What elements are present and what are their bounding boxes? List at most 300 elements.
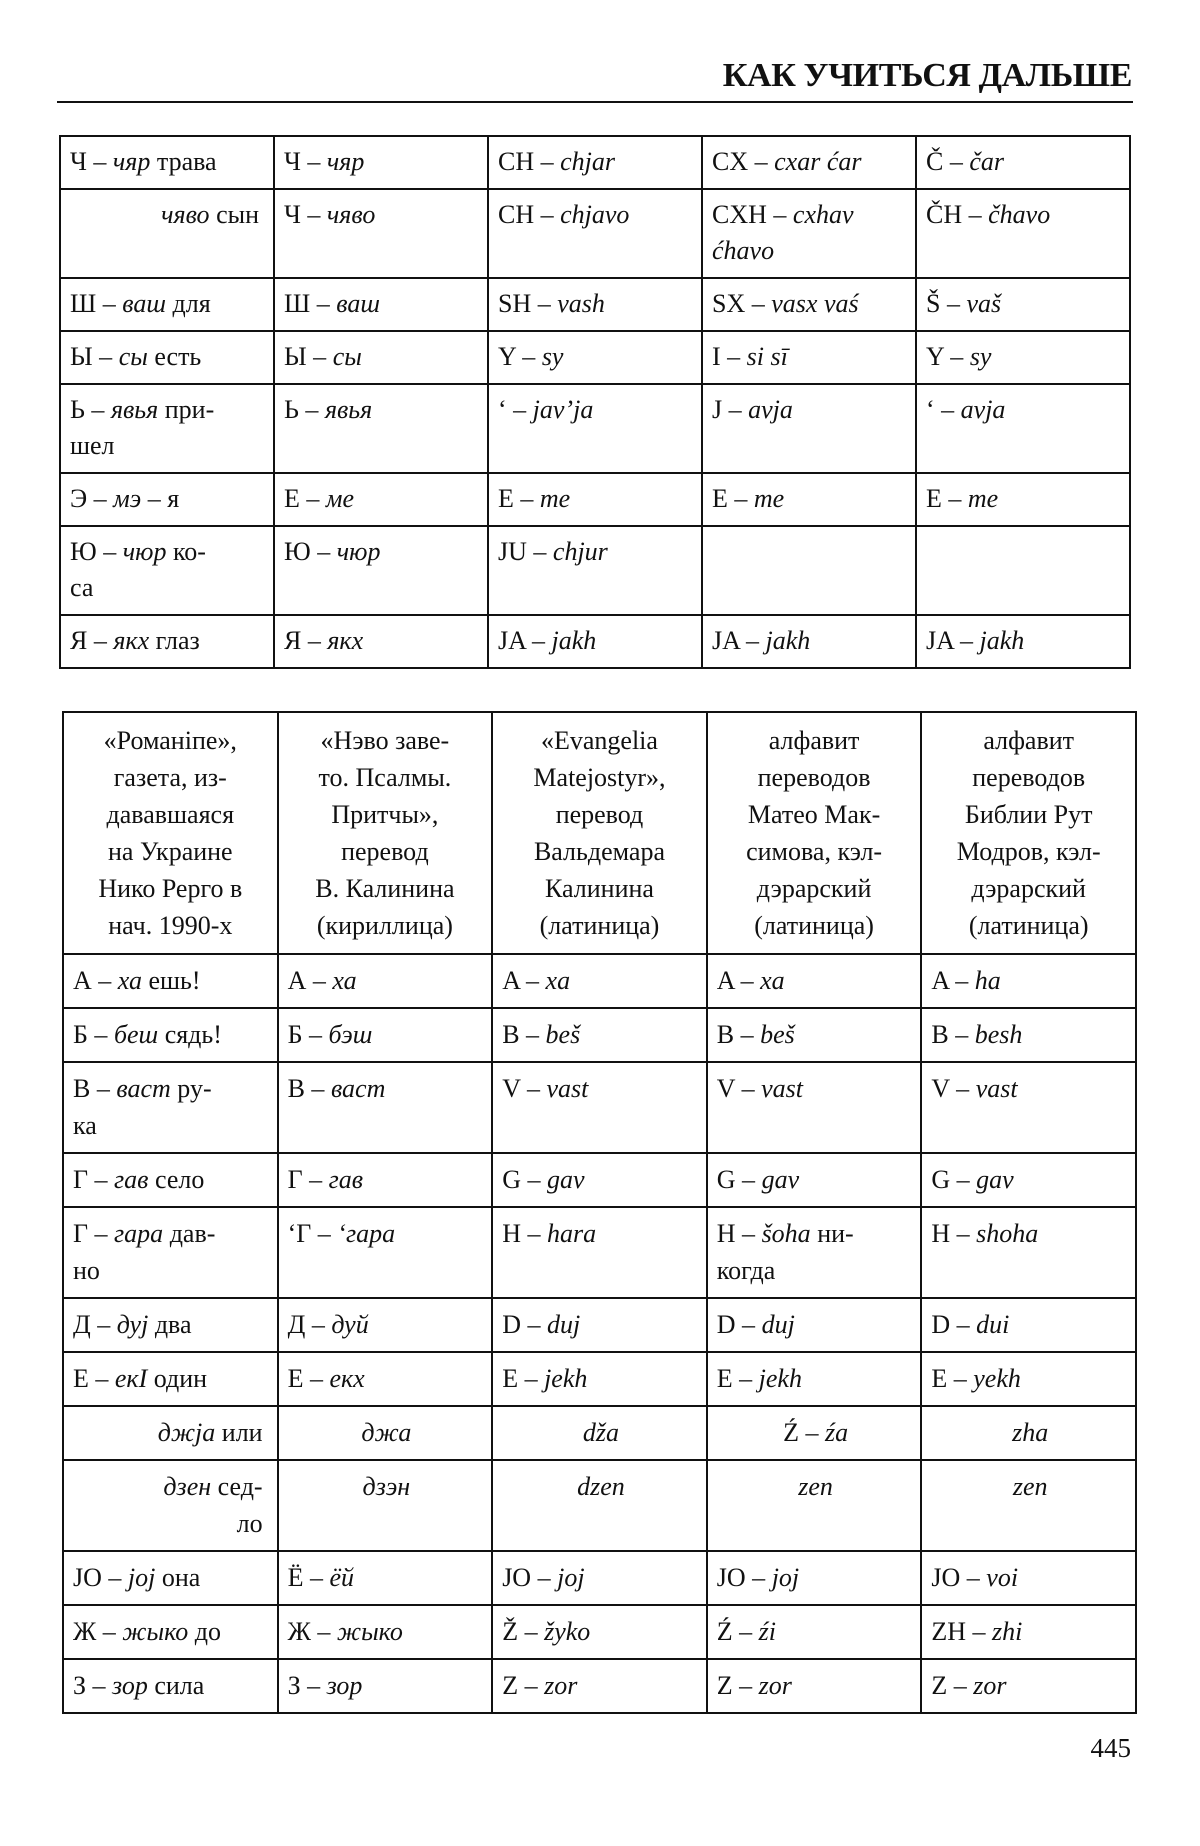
table2-row (63, 1352, 1136, 1406)
table2-cell (278, 1460, 493, 1551)
table2-cell (707, 1659, 922, 1713)
table1-row (60, 278, 1130, 331)
gloss-text: ни- когда (716, 1219, 854, 1285)
example-word: ваш (122, 289, 166, 318)
running-head-title: КАК УЧИТЬСЯ ДАЛЬШЕ (722, 57, 1132, 94)
header-line: В. Калинина (315, 874, 455, 903)
example-word: čar (969, 147, 1005, 176)
example-word: ‘гара (337, 1219, 396, 1248)
table2-header-cell (492, 712, 707, 954)
letter-label: CH – (498, 200, 561, 229)
letter-label: Ю – (284, 537, 337, 566)
letter-label: JO – (502, 1563, 558, 1592)
letter-label: J – (712, 395, 749, 424)
alphabet-table-2-body (63, 954, 1136, 1713)
header-line: «Нэво заве- (320, 726, 450, 755)
letter-label: Ź – (783, 1418, 825, 1447)
example-word: мэ (113, 484, 142, 513)
table2-cell (63, 1406, 278, 1460)
example-word: jav’ja (532, 395, 594, 424)
table1-cell (274, 331, 488, 384)
letter-label: E – (716, 1364, 759, 1393)
letter-label: I – (712, 342, 747, 371)
example-word: васт (330, 1074, 386, 1103)
letter-label: Ч – (284, 147, 327, 176)
gloss-text: для (165, 289, 211, 318)
letter-label: H – (502, 1219, 547, 1248)
table1-cell (488, 384, 702, 473)
example-word: ha (974, 966, 1001, 995)
gloss-text: село (148, 1165, 205, 1194)
table2-cell (707, 1406, 922, 1460)
header-rule (57, 101, 1133, 103)
header-line: «Evangelia (541, 726, 658, 755)
letter-label: CX – (712, 147, 775, 176)
gloss-text: глаз (149, 626, 200, 655)
example-word: beš (545, 1020, 581, 1049)
letter-label: Y – (498, 342, 542, 371)
example-word: ха (332, 966, 357, 995)
table2-header-cell (707, 712, 922, 954)
letter-label: A – (716, 966, 761, 995)
table2-cell (278, 1207, 493, 1298)
table1-cell (916, 331, 1130, 384)
gloss-text: или (215, 1418, 263, 1447)
header-line: дававшаяся (106, 800, 235, 829)
table2-cell (921, 1153, 1136, 1207)
letter-label: JA – (712, 626, 766, 655)
table2-row (63, 1659, 1136, 1713)
example-word: shoha (976, 1219, 1039, 1248)
example-word: zha (1012, 1418, 1049, 1447)
table1-cell (916, 615, 1130, 668)
table2-header-row (63, 712, 1136, 954)
letter-label: A – (931, 966, 975, 995)
letter-label: CXH – (712, 200, 793, 229)
table1-row (60, 526, 1130, 615)
example-word: beš (760, 1020, 795, 1049)
table2-cell (278, 1352, 493, 1406)
table2-cell (278, 1153, 493, 1207)
table1-cell (702, 384, 916, 473)
table1-cell (488, 615, 702, 668)
table2-cell (707, 1460, 922, 1551)
example-word: zen (798, 1472, 833, 1501)
table2-cell (278, 1062, 493, 1153)
example-word: васт (116, 1074, 171, 1103)
example-word: gav (546, 1165, 585, 1194)
letter-label: E – (931, 1364, 974, 1393)
letter-label: E – (498, 484, 540, 513)
table1-row (60, 189, 1130, 278)
example-word: vast (975, 1074, 1018, 1103)
example-word: ёй (329, 1563, 355, 1592)
table1-row (60, 331, 1130, 384)
gloss-text: до (188, 1617, 221, 1646)
table1-cell (916, 136, 1130, 189)
table1-cell (60, 384, 274, 473)
header-line: Matejostyr», (533, 763, 666, 792)
example-word: si sī (746, 342, 788, 371)
table1-cell (916, 473, 1130, 526)
letter-label: Д – (73, 1310, 117, 1339)
gloss-text: ешь! (141, 966, 201, 995)
header-line: (кириллица) (316, 911, 453, 940)
example-word: ваш (336, 289, 380, 318)
letter-label: G – (716, 1165, 762, 1194)
letter-label: А – (73, 966, 118, 995)
letter-label: Z – (931, 1671, 974, 1700)
letter-label: А – (287, 966, 333, 995)
table1-cell (488, 526, 702, 615)
letter-label: A – (502, 966, 546, 995)
table2-row (63, 1460, 1136, 1551)
header-line: (латиница) (968, 911, 1089, 940)
example-word: чяр (326, 147, 365, 176)
gloss-text: сын (209, 200, 259, 229)
example-word: zen (1012, 1472, 1048, 1501)
header-line: Матео Мак- (747, 800, 881, 829)
table2-cell (492, 1008, 707, 1062)
table2-row (63, 1062, 1136, 1153)
example-word: hara (546, 1219, 597, 1248)
table1-cell (274, 136, 488, 189)
example-word: avja (748, 395, 793, 424)
table2-cell (63, 1352, 278, 1406)
example-word: ме (325, 484, 355, 513)
example-word: me (753, 484, 785, 513)
table1-cell (60, 278, 274, 331)
table2-header-cell (921, 712, 1136, 954)
example-word: dzen (577, 1472, 625, 1501)
letter-label: Г – (73, 1165, 115, 1194)
letter-label: E – (712, 484, 754, 513)
table1-cell (274, 384, 488, 473)
example-word: čhavo (988, 200, 1051, 229)
gloss-text: она (155, 1563, 201, 1592)
table2-cell (492, 954, 707, 1008)
letter-label: Š – (926, 289, 967, 318)
letter-label: Б – (73, 1020, 114, 1049)
letter-label: Ы – (70, 342, 119, 371)
table1-cell (60, 473, 274, 526)
letter-label: SH – (498, 289, 558, 318)
letter-label: JA – (498, 626, 552, 655)
example-word: vaš (966, 289, 1002, 318)
example-word: zor (544, 1671, 578, 1700)
header-line: нач. 1990-х (108, 911, 233, 940)
gloss-text: трава (150, 147, 217, 176)
letter-label: JO – (931, 1563, 987, 1592)
table1-cell (488, 189, 702, 278)
table1-cell (702, 473, 916, 526)
table1-cell (488, 331, 702, 384)
example-word: чюр (122, 537, 167, 566)
example-word: žyko (544, 1617, 591, 1646)
letter-label: Е – (287, 1364, 330, 1393)
letter-label: Е – (284, 484, 326, 513)
table2-cell (921, 1207, 1136, 1298)
example-word: бэш (328, 1020, 373, 1049)
letter-label: D – (502, 1310, 547, 1339)
example-word: jekh (758, 1364, 802, 1393)
table2-cell (707, 1062, 922, 1153)
header-line: перевод (341, 837, 429, 866)
letter-label: Ž – (502, 1617, 545, 1646)
header-line: алфавит (768, 726, 860, 755)
letter-label: E – (502, 1364, 545, 1393)
table1-cell (60, 189, 274, 278)
table2-row (63, 954, 1136, 1008)
table1-cell (702, 615, 916, 668)
header-line: Нико Рерго в (98, 874, 243, 903)
gloss-text: дав- но (73, 1219, 216, 1285)
header-line: переводов (972, 763, 1086, 792)
example-word: šoha (761, 1219, 811, 1248)
table1-cell (60, 331, 274, 384)
example-word: cxhav ćhavo (712, 200, 854, 265)
letter-label: Ш – (284, 289, 337, 318)
letter-label: Г – (287, 1165, 329, 1194)
table2-cell (492, 1551, 707, 1605)
alphabet-table-1-body (60, 136, 1130, 668)
letter-label: V – (716, 1074, 762, 1103)
example-word: дзэн (362, 1472, 411, 1501)
table1-cell (488, 473, 702, 526)
example-word: chjar (560, 147, 616, 176)
example-word: зор (112, 1671, 148, 1700)
table2-cell (492, 1460, 707, 1551)
example-word: сы (332, 342, 362, 371)
letter-label: E – (926, 484, 968, 513)
table2-cell (278, 1008, 493, 1062)
example-word: сы (118, 342, 148, 371)
header-line: на Украине (107, 837, 233, 866)
table2-cell (278, 1605, 493, 1659)
letter-label: Ю – (70, 537, 123, 566)
header-line: дэрарский (971, 874, 1086, 903)
example-word: duj (761, 1310, 795, 1339)
example-word: жыко (122, 1617, 189, 1646)
table2-cell (278, 1659, 493, 1713)
letter-label: Ь – (70, 395, 111, 424)
table2-cell (278, 954, 493, 1008)
example-word: duj (546, 1310, 581, 1339)
table2-cell (63, 1659, 278, 1713)
table2-cell (492, 1659, 707, 1713)
table2-cell (492, 1298, 707, 1352)
table2-cell (921, 1298, 1136, 1352)
example-word: зор (326, 1671, 363, 1700)
example-word: sy (969, 342, 992, 371)
letter-label: JO – (73, 1563, 128, 1592)
header-line: (латиница) (754, 911, 874, 940)
table2-cell (707, 1207, 922, 1298)
example-word: ха (117, 966, 142, 995)
example-word: чяво (161, 200, 210, 229)
letter-label: CH – (498, 147, 561, 176)
example-word: xa (760, 966, 785, 995)
example-word: chjur (552, 537, 608, 566)
letter-label: Ж – (73, 1617, 123, 1646)
letter-label: H – (931, 1219, 977, 1248)
example-word: xa (545, 966, 571, 995)
example-word: voi (986, 1563, 1019, 1592)
table2-cell (63, 1008, 278, 1062)
letter-label: SX – (712, 289, 772, 318)
table2-cell (63, 954, 278, 1008)
table2-cell (921, 1659, 1136, 1713)
example-word: dža (582, 1418, 620, 1447)
table2-cell (921, 1352, 1136, 1406)
table2-cell (492, 1605, 707, 1659)
table1-cell (60, 615, 274, 668)
letter-label: D – (716, 1310, 762, 1339)
example-word: jakh (979, 626, 1025, 655)
table2-cell (921, 1008, 1136, 1062)
example-word: жыко (336, 1617, 403, 1646)
header-line: Притчы», (331, 800, 439, 829)
table2-header-cell (63, 712, 278, 954)
table2-cell (707, 954, 922, 1008)
letter-label: ZH – (931, 1617, 993, 1646)
example-word: gav (761, 1165, 800, 1194)
example-word: екх (329, 1364, 365, 1393)
letter-label: Ч – (284, 200, 327, 229)
example-word: джја (157, 1418, 216, 1447)
table1-cell (274, 189, 488, 278)
example-word: дуй (331, 1310, 369, 1339)
table1-cell (60, 136, 274, 189)
letter-label: JU – (498, 537, 553, 566)
header-line: Калинина (545, 874, 654, 903)
letter-label: Б – (287, 1020, 329, 1049)
letter-label: JA – (926, 626, 980, 655)
letter-label: Z – (502, 1671, 545, 1700)
example-word: гав (114, 1165, 149, 1194)
table2-header-cell (278, 712, 493, 954)
header-line: переводов (757, 763, 871, 792)
example-word: якх (327, 626, 364, 655)
gloss-text: сядь! (158, 1020, 222, 1049)
table2-cell (63, 1153, 278, 1207)
example-word: źa (824, 1418, 849, 1447)
letter-label: Е – (73, 1364, 115, 1393)
table2-cell (921, 1460, 1136, 1551)
gloss-text: два (148, 1310, 192, 1339)
table1-cell (274, 526, 488, 615)
table2-row (63, 1406, 1136, 1460)
header-line: то. Псалмы. (318, 763, 452, 792)
example-word: joj (557, 1563, 585, 1592)
example-word: гара (114, 1219, 164, 1248)
table2-row (63, 1551, 1136, 1605)
example-word: me (967, 484, 999, 513)
example-word: chjavo (560, 200, 630, 229)
table1-cell (916, 384, 1130, 473)
table2-cell (707, 1153, 922, 1207)
letter-label: В – (287, 1074, 331, 1103)
example-word: vash (557, 289, 605, 318)
letter-label: Я – (284, 626, 328, 655)
example-word: дуј (116, 1310, 149, 1339)
letter-label: ‘Г – (287, 1219, 338, 1248)
header-line: алфавит (983, 726, 1075, 755)
table2-row (63, 1153, 1136, 1207)
example-word: avja (960, 395, 1006, 424)
table2-cell (921, 1605, 1136, 1659)
example-word: yekh (973, 1364, 1021, 1393)
table2-cell (921, 1062, 1136, 1153)
letter-label: B – (716, 1020, 761, 1049)
letter-label: V – (502, 1074, 547, 1103)
example-word: jakh (765, 626, 811, 655)
gloss-text: сед- ло (217, 1472, 263, 1538)
table2-cell (63, 1605, 278, 1659)
table2-cell (492, 1406, 707, 1460)
header-line: Вальдемара (533, 837, 666, 866)
table2-cell (63, 1207, 278, 1298)
table2-cell (707, 1551, 922, 1605)
table2-row (63, 1207, 1136, 1298)
table2-row (63, 1008, 1136, 1062)
example-word: vasx vaś (771, 289, 859, 318)
example-word: cxar ćar (774, 147, 862, 176)
table1-cell (274, 278, 488, 331)
letter-label: D – (931, 1310, 977, 1339)
table2-cell (63, 1062, 278, 1153)
example-word: явья (324, 395, 373, 424)
example-word: дзен (163, 1472, 212, 1501)
table2-row (63, 1605, 1136, 1659)
table2-cell (921, 954, 1136, 1008)
letter-label: H – (716, 1219, 762, 1248)
alphabet-table-1 (59, 135, 1131, 669)
example-word: gav (976, 1165, 1014, 1194)
letter-label: ‘ – (926, 395, 961, 424)
example-word: якх (113, 626, 150, 655)
gloss-text: один (147, 1364, 208, 1393)
gloss-text: есть (147, 342, 202, 371)
example-word: źi (758, 1617, 777, 1646)
table2-cell (278, 1551, 493, 1605)
letter-label: Z – (716, 1671, 759, 1700)
table2-cell (707, 1605, 922, 1659)
table2-cell (278, 1298, 493, 1352)
table2-cell (707, 1298, 922, 1352)
table1-cell (702, 331, 916, 384)
letter-label: Ź – (716, 1617, 759, 1646)
table1-cell (60, 526, 274, 615)
table2-cell (63, 1551, 278, 1605)
table2-cell (492, 1062, 707, 1153)
header-line: перевод (555, 800, 644, 829)
table1-cell (702, 526, 916, 615)
header-line: Модров, кэл- (956, 837, 1101, 866)
letter-label: B – (502, 1020, 546, 1049)
letter-label: З – (73, 1671, 113, 1700)
header-line: газета, из- (113, 763, 227, 792)
example-word: zhi (992, 1617, 1023, 1646)
letter-label: Y – (926, 342, 970, 371)
table1-row (60, 473, 1130, 526)
page-number: 445 (1090, 1733, 1131, 1763)
example-word: чюр (336, 537, 381, 566)
example-word: чяво (326, 200, 376, 229)
table2-cell (707, 1008, 922, 1062)
example-word: vast (546, 1074, 589, 1103)
example-word: джа (361, 1418, 412, 1447)
